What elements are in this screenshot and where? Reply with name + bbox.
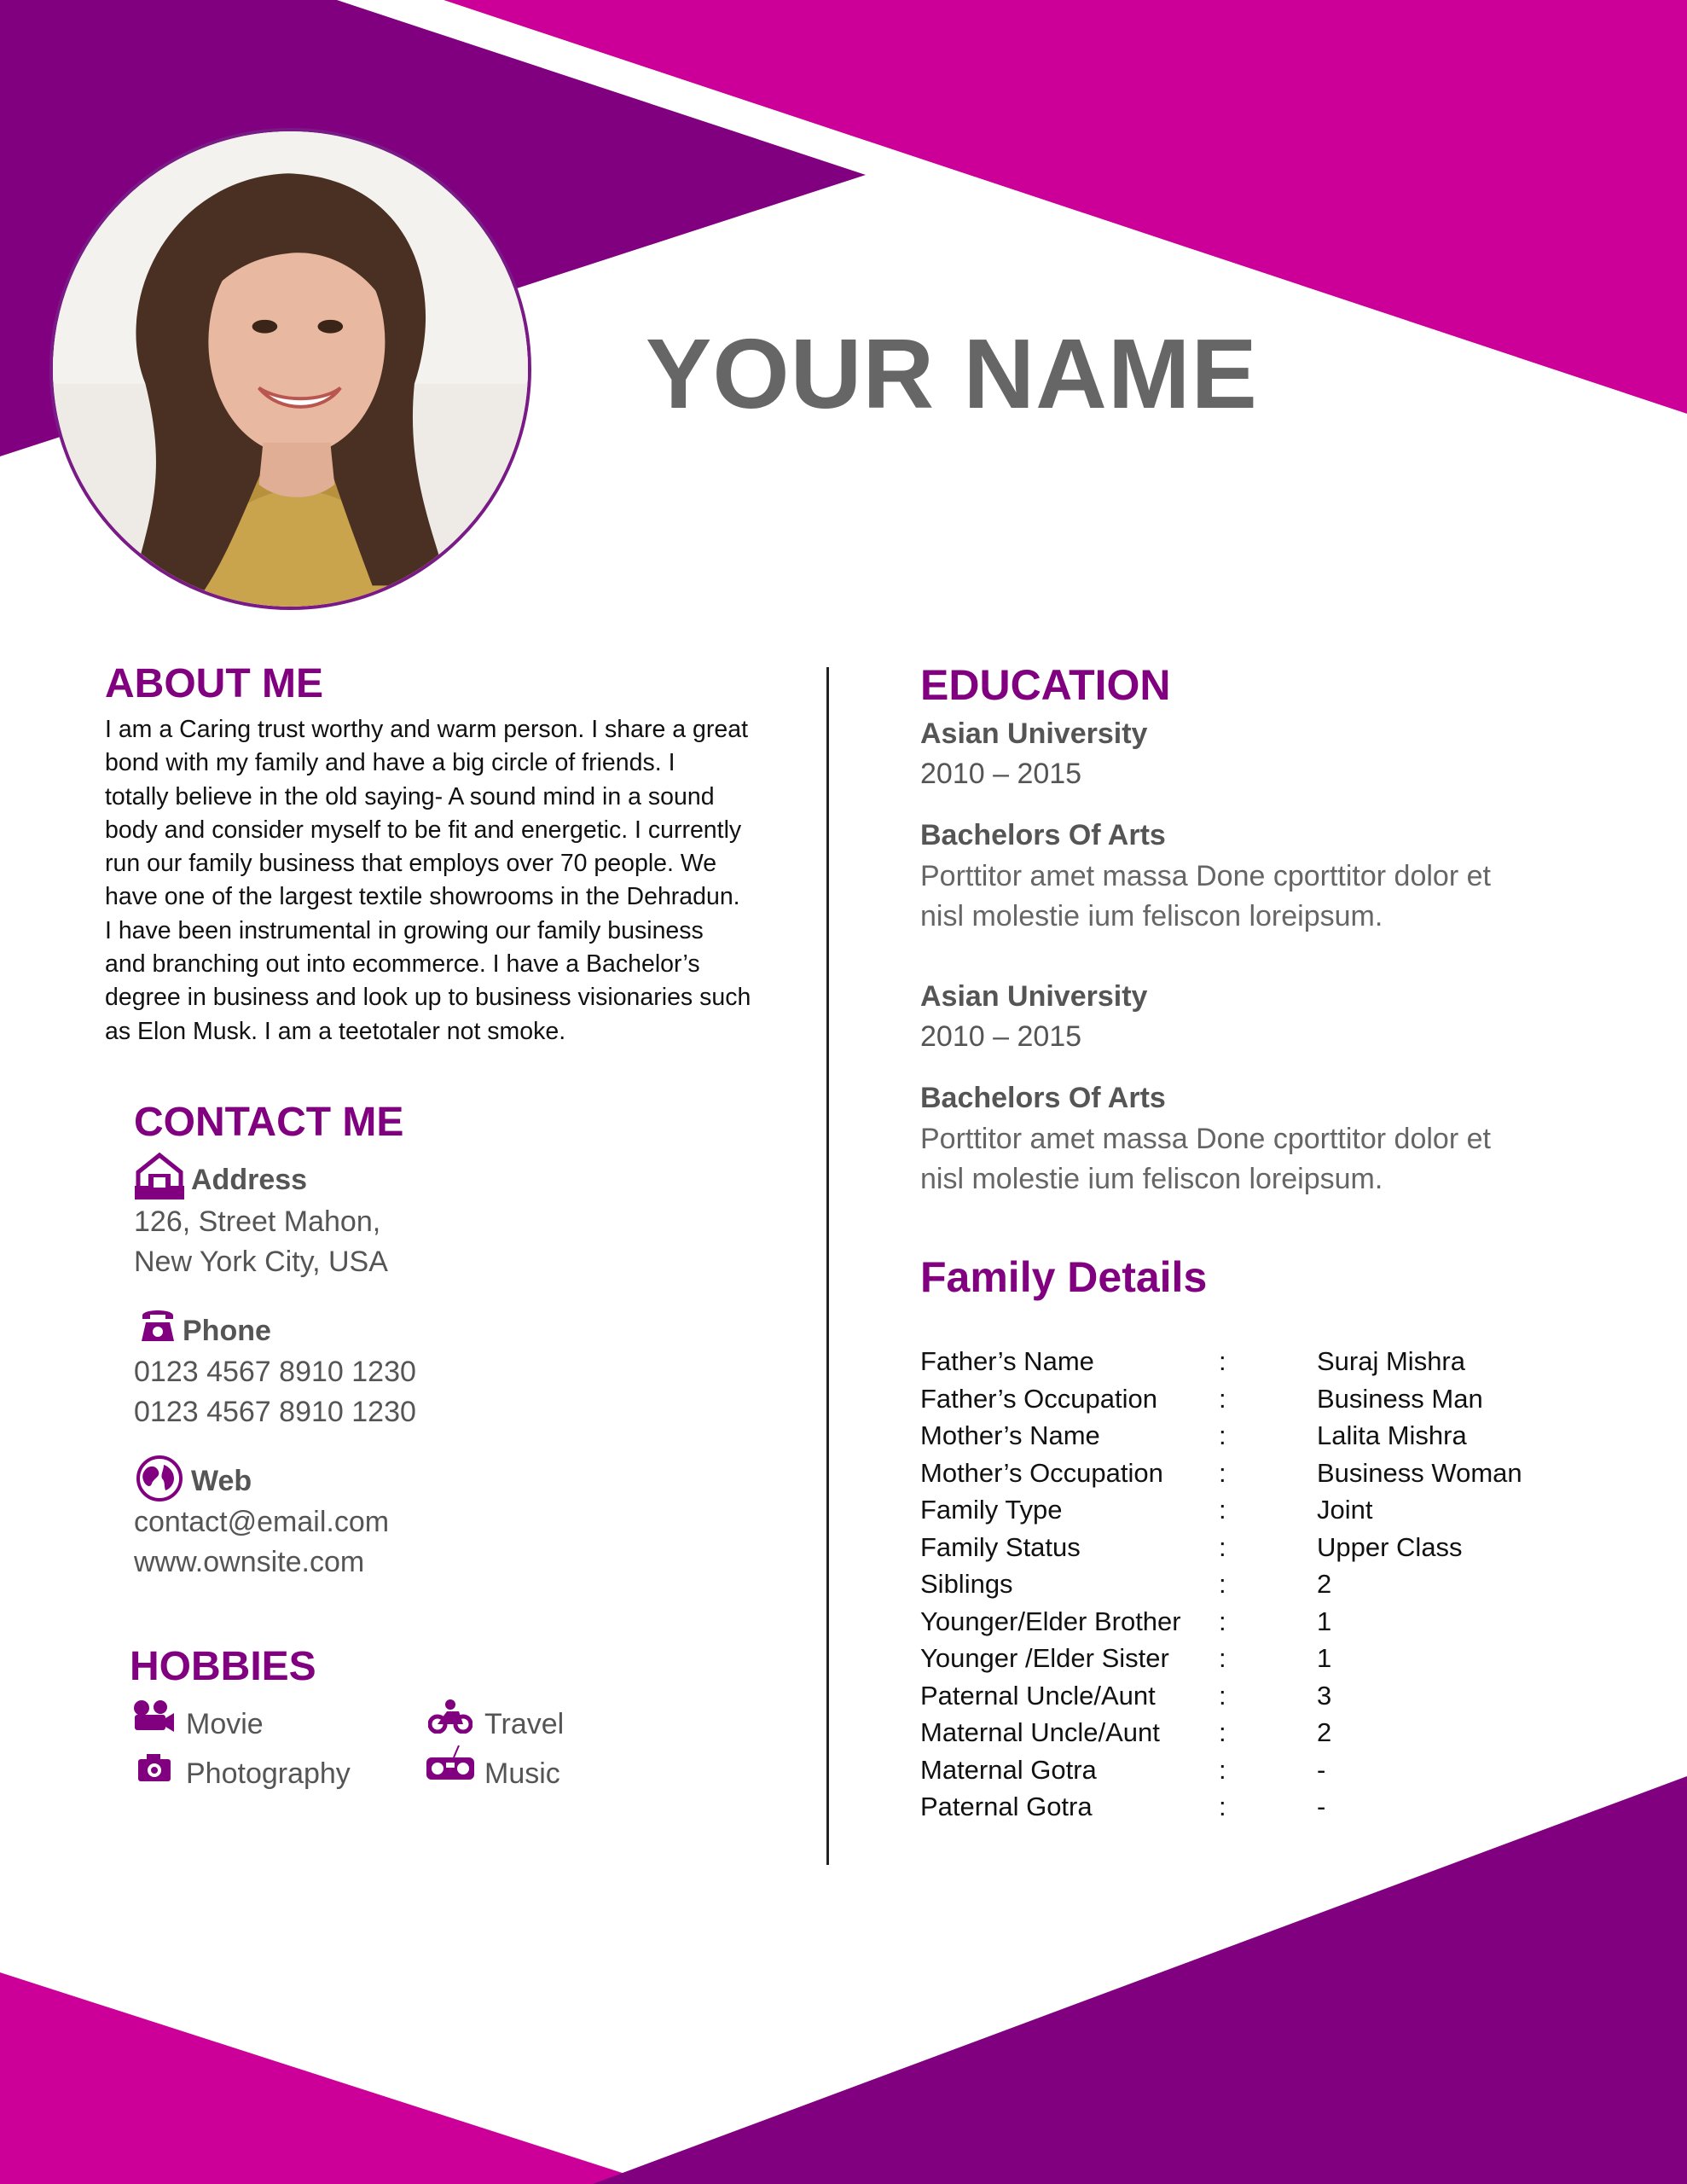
table-row [920, 1343, 1586, 1380]
motorbike-icon [428, 1698, 472, 1734]
family-key: Paternal Uncle/Aunt [920, 1680, 1156, 1711]
separator: : [1219, 1717, 1226, 1747]
family-value: 1 [1317, 1643, 1332, 1673]
separator: : [1219, 1495, 1226, 1525]
email-link[interactable]: contact@email.com [134, 1506, 390, 1538]
separator: : [1219, 1643, 1226, 1673]
phone-line: 0123 4567 8910 1230 [134, 1356, 416, 1388]
about-line: body and consider myself to be fit and energetic. I currently [105, 816, 742, 844]
family-value: - [1317, 1754, 1326, 1785]
about-line: bond with my family and have a big circle of friends. I [105, 749, 675, 777]
separator: : [1219, 1346, 1226, 1376]
education-desc-line: Porttitor amet massa Done cporttitor dolor et [920, 1123, 1491, 1155]
family-heading: Family Details [920, 1253, 1208, 1301]
about-line: have one of the largest textile showrooms in the Dehradun. [105, 883, 740, 911]
about-heading: ABOUT ME [105, 661, 323, 706]
about-line: totally believe in the old saying- A sound mind in a sound [105, 782, 715, 810]
family-value: 1 [1317, 1606, 1332, 1636]
family-key: Mother’s Occupation [920, 1457, 1163, 1488]
education-description [920, 857, 1603, 937]
family-key: Family Status [920, 1531, 1081, 1562]
education-years: 2010 – 2015 [920, 758, 1082, 790]
separator: : [1219, 1383, 1226, 1414]
website-link[interactable]: www.ownsite.com [134, 1546, 365, 1578]
table-row [920, 1565, 1586, 1603]
phone-line: 0123 4567 8910 1230 [134, 1396, 416, 1428]
education-years: 2010 – 2015 [920, 1020, 1082, 1053]
hobby-music: Music [484, 1757, 560, 1790]
separator: : [1219, 1606, 1226, 1636]
table-row [920, 1529, 1586, 1566]
family-key: Siblings [920, 1569, 1013, 1599]
film-projector-icon [131, 1699, 176, 1734]
education-heading: EDUCATION [920, 661, 1171, 709]
education-desc-line: Porttitor amet massa Done cporttitor dolor et [920, 860, 1491, 892]
table-row [920, 1417, 1586, 1455]
table-row [920, 1714, 1586, 1751]
separator: : [1219, 1531, 1226, 1562]
hobby-photography: Photography [186, 1757, 351, 1790]
family-value: Lalita Mishra [1317, 1420, 1467, 1450]
hobby-movie: Movie [186, 1708, 264, 1740]
education-degree: Bachelors Of Arts [920, 819, 1166, 851]
family-key: Paternal Gotra [920, 1792, 1093, 1821]
education-school: Asian University [920, 980, 1148, 1013]
family-value: Business Man [1317, 1383, 1483, 1414]
address-value [134, 1202, 388, 1282]
table-row [920, 1491, 1586, 1529]
address-line: New York City, USA [134, 1246, 388, 1278]
family-value: Upper Class [1317, 1531, 1463, 1562]
family-key: Mother’s Name [920, 1420, 1100, 1450]
separator: : [1219, 1457, 1226, 1488]
table-row [920, 1751, 1586, 1789]
table-row [920, 1455, 1586, 1492]
family-value: Business Woman [1317, 1457, 1522, 1488]
education-desc-line: nisl molestie ium feliscon loreipsum. [920, 1163, 1383, 1195]
contact-heading: CONTACT ME [134, 1100, 404, 1145]
address-line: 126, Street Mahon, [134, 1205, 381, 1238]
table-row [920, 1380, 1586, 1418]
about-line: I have been instrumental in growing our family business [105, 916, 704, 944]
hobbies-heading: HOBBIES [130, 1644, 316, 1689]
education-degree: Bachelors Of Arts [920, 1082, 1166, 1114]
separator: : [1219, 1792, 1226, 1821]
separator: : [1219, 1754, 1226, 1785]
radio-icon [425, 1744, 476, 1783]
separator: : [1219, 1569, 1226, 1599]
resume-name: YOUR NAME [646, 318, 1258, 429]
family-value: 2 [1317, 1717, 1332, 1747]
family-value: Suraj Mishra [1317, 1346, 1465, 1376]
camera-icon [136, 1751, 172, 1783]
family-key: Younger/Elder Brother [920, 1606, 1181, 1636]
about-paragraph [105, 713, 779, 1048]
separator: : [1219, 1680, 1226, 1711]
about-line: run our family business that employs over 70 people. We [105, 850, 717, 878]
family-key: Father’s Name [920, 1346, 1094, 1376]
hobby-travel: Travel [484, 1708, 565, 1740]
house-icon [133, 1152, 186, 1201]
phone-value [134, 1352, 416, 1432]
bottom-left-magenta-wedge [0, 1972, 657, 2184]
phone-label: Phone [183, 1315, 271, 1347]
family-value: Joint [1317, 1495, 1373, 1525]
family-key: Maternal Uncle/Aunt [920, 1717, 1160, 1747]
table-row [920, 1677, 1586, 1715]
family-key: Maternal Gotra [920, 1754, 1097, 1785]
family-value: 2 [1317, 1569, 1332, 1599]
table-row [920, 1640, 1586, 1677]
address-label: Address [191, 1164, 308, 1196]
globe-icon [135, 1455, 184, 1502]
family-key: Younger /Elder Sister [920, 1643, 1169, 1673]
education-desc-line: nisl molestie ium feliscon loreipsum. [920, 900, 1383, 932]
telephone-icon [140, 1305, 176, 1343]
family-value: 3 [1317, 1680, 1332, 1711]
bottom-right-purple-band [593, 1776, 1687, 2184]
education-description [920, 1119, 1603, 1199]
web-label: Web [191, 1465, 252, 1497]
table-row [920, 1603, 1586, 1641]
family-key: Father’s Occupation [920, 1383, 1158, 1414]
separator: : [1219, 1420, 1226, 1450]
about-line: and branching out into ecommerce. I have a Bachelor’s [105, 950, 700, 979]
about-line: I am a Caring trust worthy and warm person. I share a great [105, 716, 748, 743]
about-line: degree in business and look up to business visionaries such [105, 984, 751, 1012]
family-details-table [920, 1343, 1586, 1826]
family-value: - [1317, 1792, 1326, 1821]
education-school: Asian University [920, 717, 1148, 750]
column-divider [826, 667, 829, 1865]
about-line: as Elon Musk. I am a teetotaler not smoke. [105, 1017, 566, 1045]
profile-photo [49, 128, 531, 610]
web-value [134, 1502, 389, 1583]
table-row [920, 1788, 1586, 1826]
family-key: Family Type [920, 1495, 1063, 1525]
